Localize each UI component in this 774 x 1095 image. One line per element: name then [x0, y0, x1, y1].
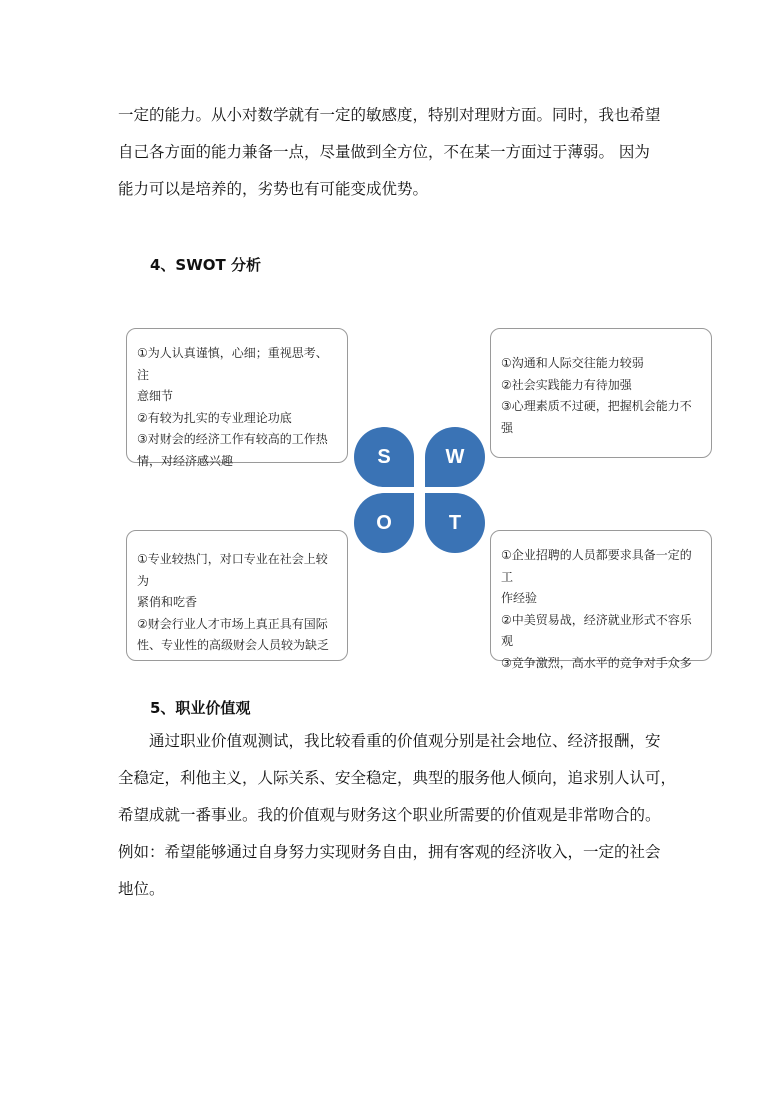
values-line: 全稳定，利他主义，人际关系、安全稳定，典型的服务他人倾向，追求别人认可， — [118, 769, 677, 787]
values-line: 地位。 — [118, 880, 165, 898]
threat-line: ①企业招聘的人员都要求具备一定的工 — [501, 548, 692, 584]
opportunity-line: ②财会行业人才市场上真正具有国际 — [137, 616, 328, 631]
strength-line: 意细节 — [137, 389, 174, 403]
threat-line: 作经验 — [501, 591, 538, 605]
strength-line: ③对财会的经济工作有较高的工作热 — [137, 432, 328, 446]
values-line: 例如：希望能够通过自身努力实现财务自由，拥有客观的经济收入，一定的社会 — [118, 843, 661, 861]
swot-strengths-box — [126, 328, 348, 468]
swot-o-petal: O — [354, 493, 414, 553]
opportunity-line: 性、专业性的高级财会人员较为缺乏 — [137, 638, 330, 652]
intro-line: 一定的能力。从小对数学就有一定的敏感度，特别对理财方面。同时，我也希望 — [118, 106, 661, 124]
section4-heading: 4、SWOT 分析 — [150, 256, 261, 274]
swot-w-petal: W — [425, 427, 485, 487]
weakness-line: ②社会实践能力有待加强 — [501, 377, 632, 392]
swot-opportunities-box — [126, 530, 348, 661]
swot-t-petal: T — [425, 493, 485, 553]
strength-line: ①为人认真谨慎，心细；重视思考、注 — [137, 346, 328, 382]
weakness-line: ③心理素质不过硬，把握机会能力不强 — [501, 399, 692, 435]
swot-weaknesses-box — [490, 328, 712, 458]
values-paragraph — [118, 723, 677, 908]
swot-threats-box — [490, 530, 712, 670]
intro-paragraph — [118, 97, 663, 208]
values-line: 通过职业价值观测试，我比较看重的价值观分别是社会地位、经济报酬，安 — [118, 732, 661, 750]
threat-line: ②中美贸易战，经济就业形式不容乐观 — [501, 612, 692, 648]
values-line: 希望成就一番事业。我的价值观与财务这个职业所需要的价值观是非常吻合的。 — [118, 806, 661, 824]
strength-line: 情，对经济感兴趣 — [137, 453, 234, 468]
threat-line: ③竞争激烈，高水平的竞争对手众多 — [501, 655, 692, 670]
weakness-line: ①沟通和人际交往能力较弱 — [501, 356, 644, 370]
intro-line: 自己各方面的能力兼备一点，尽量做到全方位，不在某一方面过于薄弱。 因为 — [118, 143, 650, 161]
swot-s-petal: S — [354, 427, 414, 487]
section5-heading: 5、职业价值观 — [150, 699, 251, 717]
opportunity-line: ①专业较热门，对口专业在社会上较为 — [137, 552, 328, 588]
opportunity-line: 紧俏和吃香 — [137, 595, 198, 609]
intro-line: 能力可以是培养的，劣势也有可能变成优势。 — [118, 180, 429, 198]
strength-line: ②有较为扎实的专业理论功底 — [137, 410, 292, 425]
